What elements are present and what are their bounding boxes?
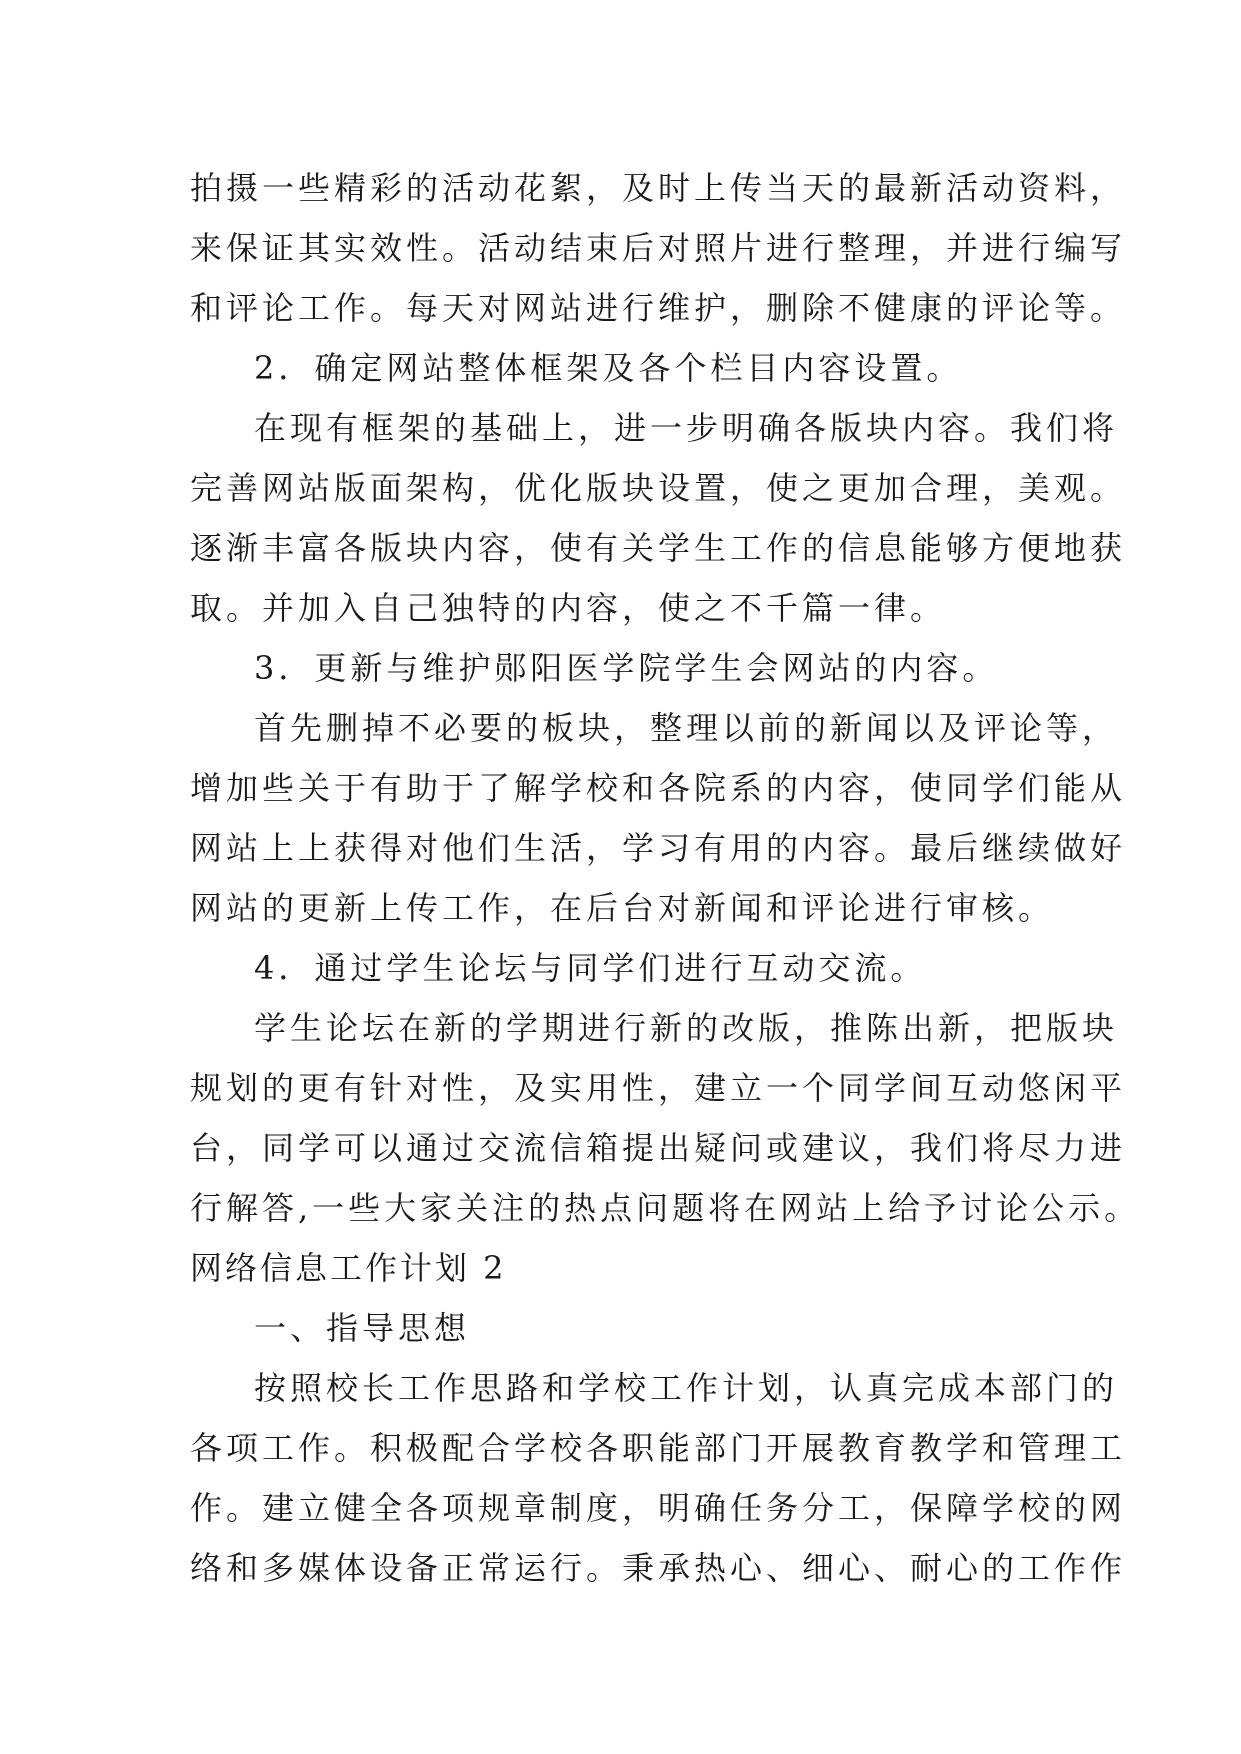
paragraph-line: 拍摄一些精彩的活动花絮，及时上传当天的最新活动资料， (190, 169, 1127, 207)
paragraph-line: 络和多媒体设备正常运行。秉承热心、细心、耐心的工作作 (190, 1549, 1127, 1587)
paragraph-line: 首先删掉不必要的板块，整理以前的新闻以及评论等， (254, 709, 1119, 747)
paragraph-line: 完善网站版面架构，优化版块设置，使之更加合理，美观。 (190, 469, 1127, 507)
section-heading-2: 2．确定网站整体框架及各个栏目内容设置。 (254, 349, 963, 387)
section-heading-3: 3．更新与维护郧阳医学院学生会网站的内容。 (254, 649, 999, 687)
paragraph-line: 作。建立健全各项规章制度，明确任务分工，保障学校的网 (190, 1489, 1127, 1527)
section-heading-guiding-ideas: 一、指导思想 (254, 1309, 471, 1347)
paragraph-line: 学生论坛在新的学期进行新的改版，推陈出新，把版块 (254, 1009, 1119, 1047)
paragraph-line: 各项工作。积极配合学校各职能部门开展教育教学和管理工 (190, 1429, 1127, 1467)
paragraph-line: 增加些关于有助于了解学校和各院系的内容，使同学们能从 (190, 769, 1127, 807)
paragraph-line: 按照校长工作思路和学校工作计划，认真完成本部门的 (254, 1369, 1119, 1407)
paragraph-line: 逐渐丰富各版块内容，使有关学生工作的信息能够方便地获 (190, 529, 1127, 567)
section-heading-4: 4．通过学生论坛与同学们进行互动交流。 (254, 949, 927, 987)
paragraph-line: 网站上上获得对他们生活，学习有用的内容。最后继续做好 (190, 829, 1127, 867)
paragraph-line: 行解答,一些大家关注的热点问题将在网站上给予讨论公示。 (190, 1189, 1141, 1227)
document-subtitle: 网络信息工作计划 2 (190, 1249, 507, 1287)
paragraph-line: 和评论工作。每天对网站进行维护，删除不健康的评论等。 (190, 289, 1127, 327)
paragraph-line: 取。并加入自己独特的内容，使之不千篇一律。 (190, 589, 947, 627)
paragraph-line: 网站的更新上传工作，在后台对新闻和评论进行审核。 (190, 889, 1055, 927)
paragraph-line: 规划的更有针对性，及实用性，建立一个同学间互动悠闲平 (190, 1069, 1127, 1107)
paragraph-line: 来保证其实效性。活动结束后对照片进行整理，并进行编写 (190, 229, 1127, 267)
paragraph-line: 台，同学可以通过交流信箱提出疑问或建议，我们将尽力进 (190, 1129, 1127, 1167)
paragraph-line: 在现有框架的基础上，进一步明确各版块内容。我们将 (254, 409, 1119, 447)
